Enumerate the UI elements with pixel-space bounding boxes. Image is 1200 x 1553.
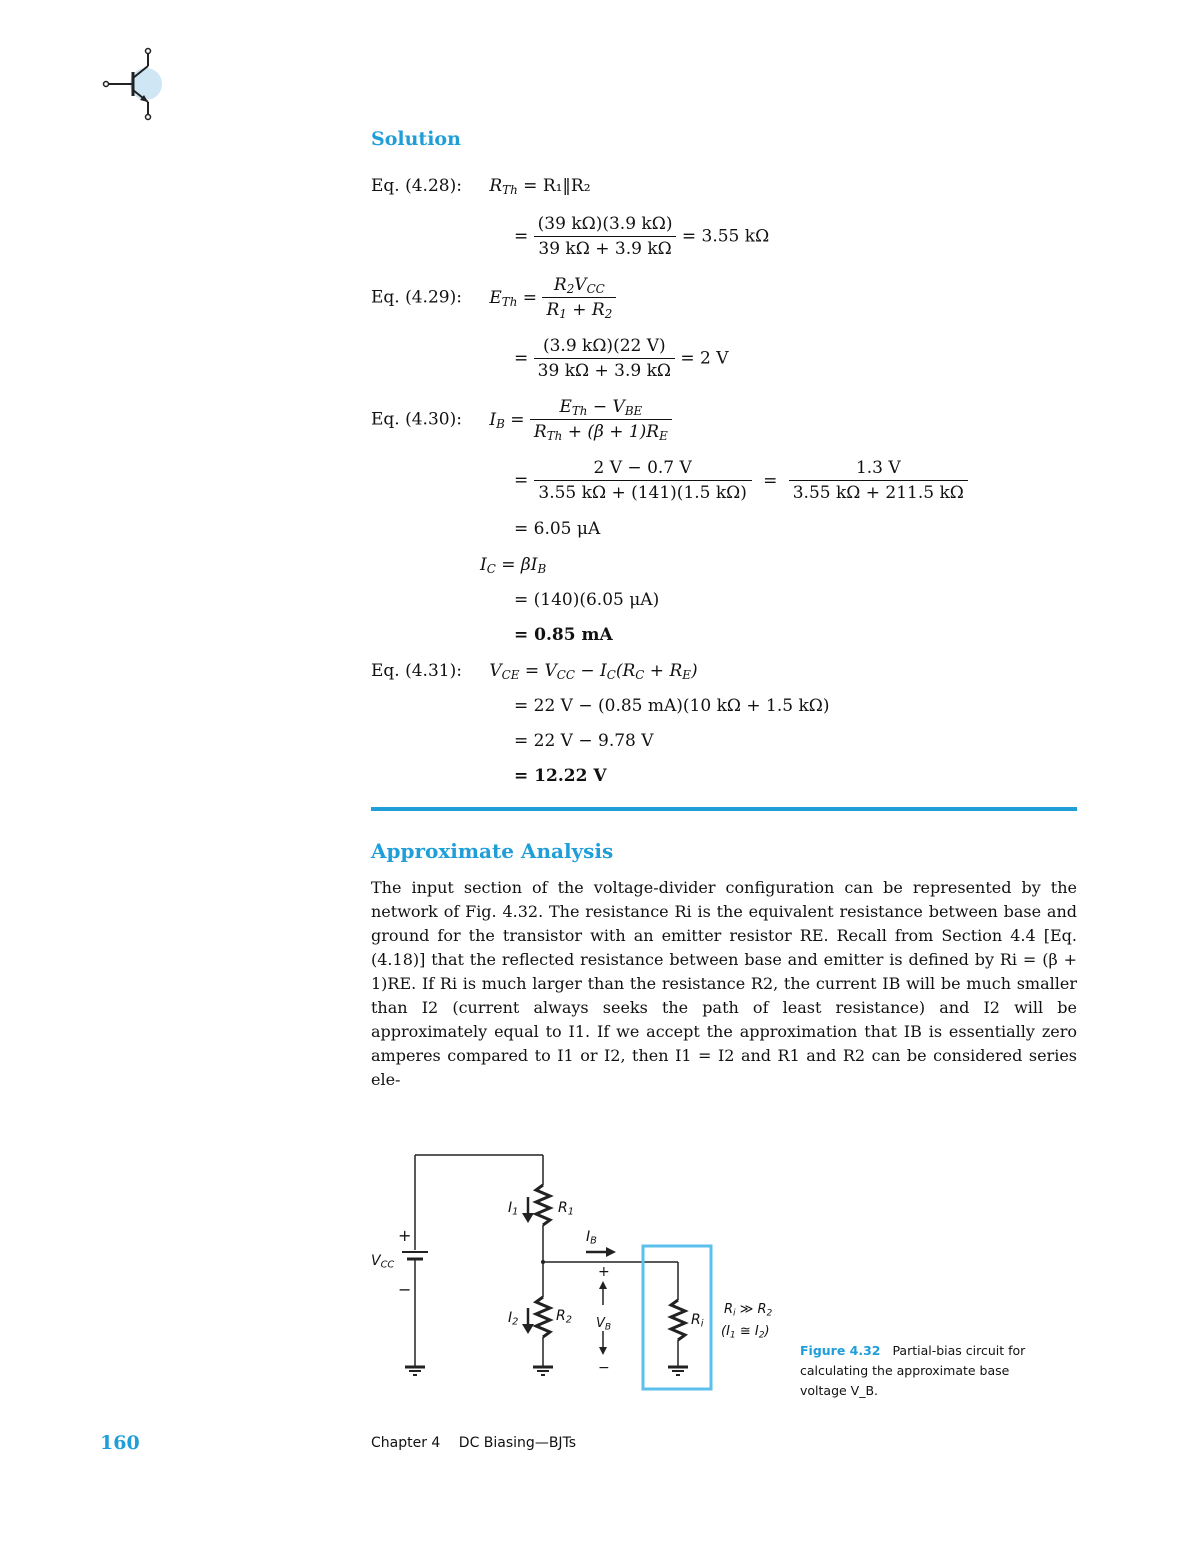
fig-label-r1: $R_1$: [558, 1200, 574, 1218]
solution-heading: Solution: [371, 128, 461, 150]
eq-431-line2: = 22 V − (0.85 mA)(10 kΩ + 1.5 kΩ): [514, 696, 830, 716]
figure-caption-text: Partial-bias circuit for calculating the approximate base voltage V_B.: [800, 1343, 1026, 1398]
section-divider: [371, 807, 1077, 811]
footer-chapter-number: Chapter 4: [371, 1435, 441, 1451]
eq-430-line1: Eq. (4.30): $I_B$ = $\frac{E_{Th} - V_{BE}}{R_{Th} + (\beta + 1)R_E}$: [371, 395, 672, 444]
eq-430-result: = 6.05 μA: [514, 519, 601, 539]
fig-label-i2: $I_2$: [508, 1310, 519, 1328]
eq-428-line2: = $\frac{(39 k\Omega)(3.9 k\Omega)}{39 k\Omega + 3.9 k\Omega}$ = 3.55 kΩ: [514, 214, 770, 259]
eq-428-lhs: $R_{Th}$: [489, 176, 518, 197]
fig-label-i1: $I_1$: [508, 1200, 519, 1218]
eq-429-result: = 2 V: [680, 348, 729, 369]
eq-430-fraction2: $\frac{2 V - 0.7 V}{3.55 k\Omega + (141)(1.5 k\Omega)}$: [534, 456, 752, 505]
fig-label-ri: $R_i$: [691, 1312, 704, 1330]
fig-label-vcc: $V_{CC}$: [371, 1253, 395, 1271]
eq-431-result: = 12.22 V: [514, 766, 607, 786]
eq-431-line1: Eq. (4.31): $V_{CE} = V_{CC} - I_C(R_C + R_E)$: [371, 661, 698, 682]
eq-429-fraction1: $\frac{R_2V_{CC}}{R_1 + R_2}$: [542, 273, 616, 322]
footer-chapter-title: DC Biasing—BJTs: [458, 1435, 577, 1451]
fig-minus-battery: −: [398, 1280, 412, 1299]
body-paragraph-text: The input section of the voltage-divider configuration can be represented by the network of Fig. 4.32. The resistance Ri is the equivalent resistance between base and ground for the transistor with an emitter resistor RE. Recall from Section 4.4 [Eq. (4.18)] that the reflected resistance between base and emitter is defined by Ri = (β + 1)RE. If Ri is much larger than the resistance R2, the current IB will be much smaller than I2 (current always seeks the path of least resistance) and I2 will be approximately equal to I1. If we accept the approximation that IB is essentially zero amperes compared to I1 or I2, then I1 = I2 and R1 and R2 can be considered series ele-: [371, 878, 1077, 1089]
eq-429-line2: = $\frac{(3.9 k\Omega)(22 V)}{39 k\Omega + 3.9 k\Omega}$ = 2 V: [514, 336, 729, 381]
eq-428-rhs: = R₁‖R₂: [523, 176, 591, 196]
fig-condition-2: ($I_1$ ≅ $I_2$): [721, 1324, 770, 1341]
figure-caption-title: Figure 4.32: [800, 1343, 881, 1358]
eq-429-line1: Eq. (4.29): $E_{Th}$ = $\frac{R_2V_{CC}}{R_1 + R_2}$: [371, 273, 616, 322]
eq-428-line1: [371, 176, 591, 196]
eq-430-line2: = $\frac{2 V - 0.7 V}{3.55 k\Omega + (141)(1.5 k\Omega)}$ = $\frac{1.3 V}{3.55 k\Omega + 211.5 k\Omega}$: [514, 456, 968, 505]
fig-label-vb: $V_B$: [596, 1316, 612, 1333]
fig-plus-vb: +: [598, 1264, 610, 1280]
section-heading: Approximate Analysis: [371, 839, 614, 863]
footer-chapter: [371, 1435, 576, 1451]
fig-minus-vb: −: [598, 1360, 610, 1376]
eq-429-fraction2: $\frac{(3.9 k\Omega)(22 V)}{39 k\Omega + 3.9 k\Omega}$: [534, 334, 675, 383]
eq-428-result: = 3.55 kΩ: [681, 226, 770, 247]
eq-431-label: Eq. (4.31):: [371, 661, 462, 681]
figure-4-32-circuit: [360, 1145, 800, 1395]
eq-ic-sub: = (140)(6.05 μA): [514, 590, 660, 610]
eq-429-label: Eq. (4.29):: [371, 287, 462, 308]
transistor-icon: [100, 44, 170, 124]
fig-label-ib: $I_B$: [586, 1229, 597, 1247]
fig-plus-battery: +: [398, 1226, 412, 1245]
body-paragraph: [371, 876, 1077, 1092]
eq-431-line3: = 22 V − 9.78 V: [514, 731, 654, 751]
eq-ic-result: = 0.85 mA: [514, 625, 613, 645]
eq-428-fraction: $\frac{(39 k\Omega)(3.9 k\Omega)}{39 k\Omega + 3.9 k\Omega}$: [534, 212, 677, 261]
fig-label-r2: $R_2$: [556, 1308, 572, 1326]
eq-430-fraction3: $\frac{1.3 V}{3.55 k\Omega + 211.5 k\Omega}$: [789, 456, 968, 505]
page-number: 160: [100, 1432, 140, 1454]
eq-430-label: Eq. (4.30):: [371, 409, 462, 430]
figure-caption: [800, 1341, 1030, 1401]
fig-condition-1: $R_i$ ≫ $R_2$: [724, 1302, 773, 1319]
eq-428-label: Eq. (4.28):: [371, 176, 462, 196]
eq-ic-line: $I_C = \beta I_B$: [480, 555, 547, 576]
eq-430-fraction1: $\frac{E_{Th} - V_{BE}}{R_{Th} + (\beta + 1)R_E}$: [530, 395, 672, 444]
